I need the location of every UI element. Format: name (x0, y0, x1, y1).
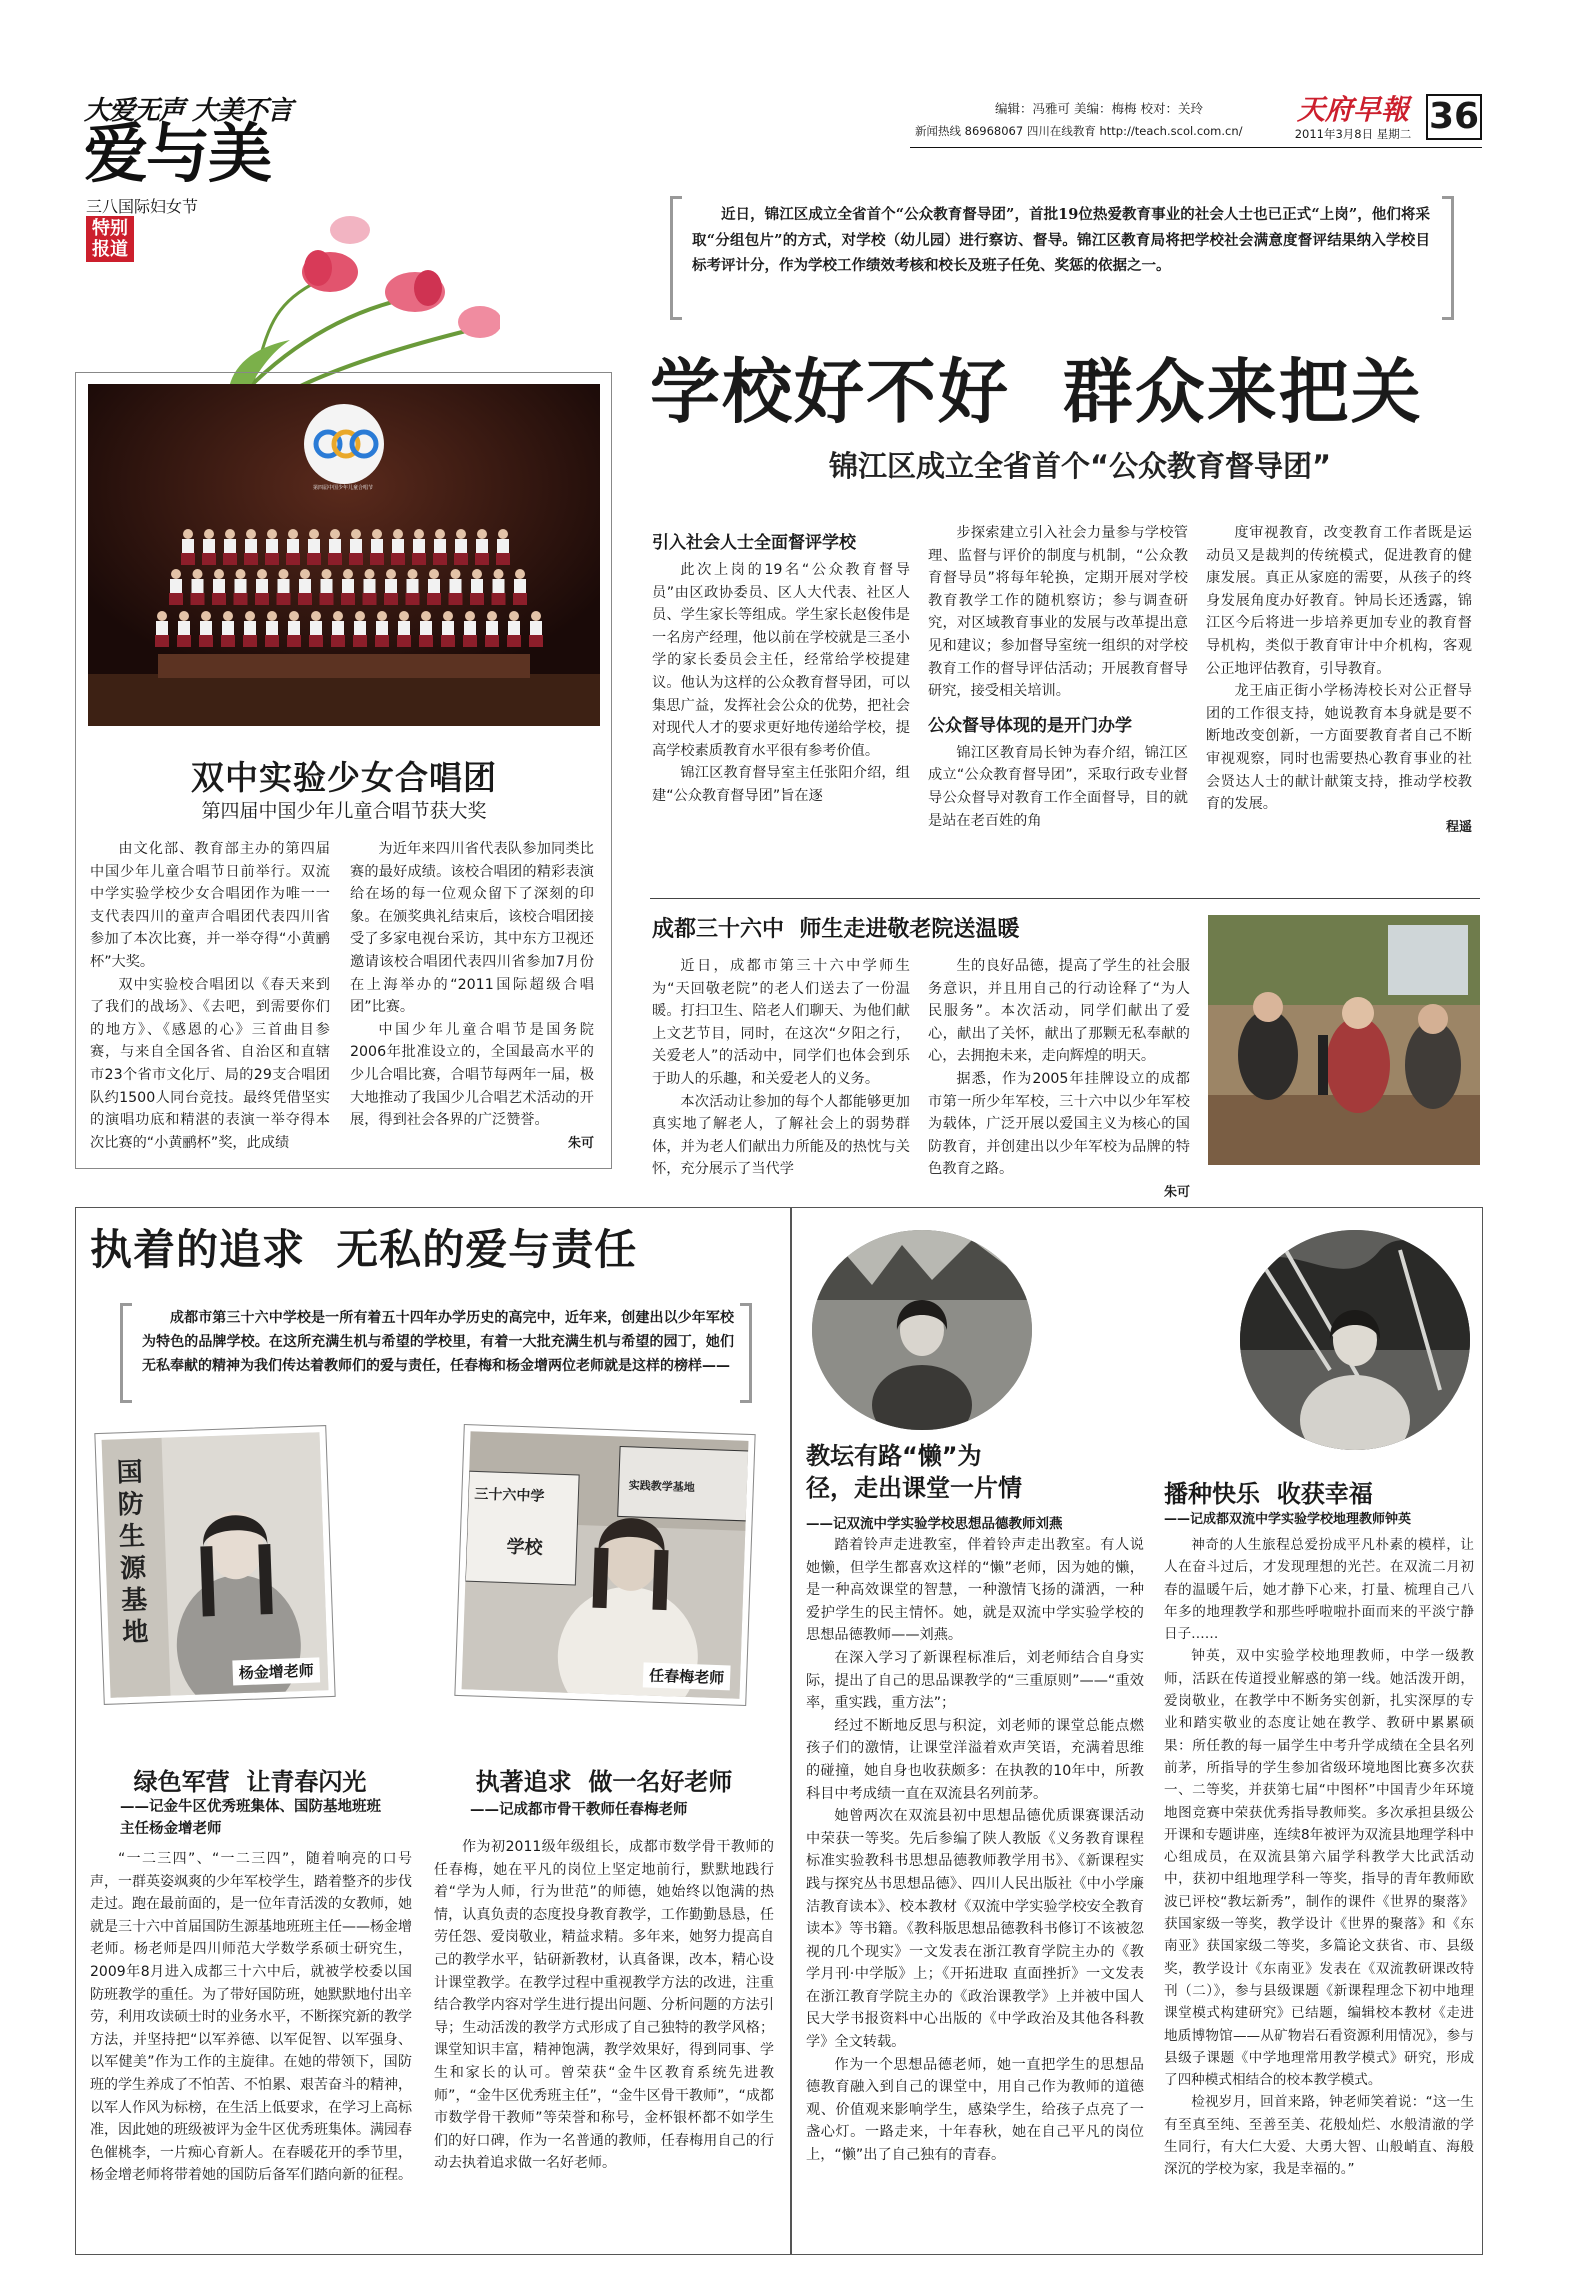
ren-photo-sign-1: 三十六中学 (474, 1486, 545, 1505)
singer (375, 611, 389, 647)
issue-date: 2011年3月8日 星期二 (1294, 127, 1412, 141)
main-byline: 程遥 (1445, 819, 1472, 835)
singer (406, 569, 420, 605)
choir-col2-p2: 中国少年儿童合唱节是国务院2006年批准设立的，全国最高水平的少儿合唱比赛，合唱节每两年一届，极大地推动了我国少儿合唱艺术活动的开展，得到社会各界的广泛赞誉。 (350, 1021, 594, 1129)
zhong-p2: 钟英，双中实验学校地理教师，中学一级教师，活跃在传道授业解惑的第一线。她活泼开朗，爱岗敬业，在教学中不断务实创新，扎实深厚的专业和踏实敬业的态度让她在教学、教研中累累硕果：所任教的每一届学生中考升学成绩在全县名列前茅，所指导的学生参加省级环境地图比赛多次获一、二等奖，并获第七届“中图杯”中国青少年环境地图竞赛中荣获优秀指导教师奖。多次承担县级公开课和专题讲座，连续8年被评为双流县地理学科中心组成员，在双流县第六届学科教学大比武活动中，获初中组地理学科一等奖，指导的青年教师欧波已评校“教坛新秀”，制作的课件《世界的聚落》获国家级一等奖，教学设计《世界的聚落》和《东南亚》获国家级二等奖，多篇论文获省、市、县级奖，教学设计《东南亚》发表在《双流教研课改特刊（二）》，参与县级课题《新课程理念下初中地理课堂模式构建研究》已结题，编辑校本教材《走进地质博物馆——从矿物岩石看资源利用情况》，参与县级子课题《中学地理常用教学模式》研究，形成了四种模式相结合的校本教学模式。 (1164, 1648, 1474, 2089)
singer (328, 529, 342, 565)
elderly-col1-p1: 近日，成都市第三十六中学师生为“天回敬老院”的老人们送去了一份温暖。打扫卫生、陪老人们聊天、为他们献上文艺节目，同时，在这次“夕阳之行，关爱老人”的活动中，同学们也体会到乐于助人的乐趣，和关爱老人的义务。 (652, 958, 910, 1087)
editors-line: 编辑：冯雅可 美编：梅梅 校对：关玲 (995, 101, 1203, 116)
elderly-column-2 (928, 955, 1190, 1200)
singer (529, 611, 543, 647)
main-col3-p1: 度审视教育，改变教育工作者既是运动员又是裁判的传统模式，促进教育的健康发展。真正从家庭的需要，从孩子的终身发展角度办好教育。钟局长还透露，锦江区今后将进一步培养更加专业的教育督导机构，类似于教育审计中介机构，客观公正地评估教育，引导教育。 (1206, 525, 1472, 677)
zhong-photo (1240, 1230, 1470, 1450)
choir-col1-p2: 双中实验校合唱团以《春天来到了我们的战场》、《去吧，到需要你们的地方》、《感恩的心》三首曲目参赛，与来自全国各省、自治区和直辖市23个省市文化厅、局的29支合唱团队约1500人同台竞技。最终凭借坚实的演唱功底和精湛的表演一举夺得本次比赛的“小黄鹂杯”奖，此成绩 (90, 976, 330, 1151)
singer (286, 529, 300, 565)
main-col1-p2: 锦江区教育督导室主任张阳介绍，组建“公众教育督导团”旨在逐 (652, 765, 910, 804)
choir-subheadline: 第四届中国少年儿童合唱节获大奖 (201, 800, 487, 822)
tag-line-2: 报道 (92, 239, 128, 260)
singer (307, 529, 321, 565)
yang-body: “一二三四”、“一二三四”，随着响亮的口号声，一群英姿飒爽的少年军校学生，踏着整齐的步伐走过。跑在最前面的，是一位年青活泼的女教师，她就是三十六中首届国防生源基地班班主任——杨金增老师。杨老师是四川师范大学数学系硕士研究生，2009年8月进入成都三十六中后，就被学校委以国防班教学的重任。为了带好国防班，她默默地付出辛劳，利用攻读硕士时的业务水平，不断探究新的教学方法，并坚持把“以军养德、以军促智、以军强身、以军健美”作为工作的主旋律。在她的带领下，国防班的学生养成了不怕苦、不怕累、艰苦奋斗的精神，以军人作风为标榜，在生活上低要求，在学习上高标准，因此她的班级被评为金牛区优秀班集体。满园春色催桃李，一片痴心育新人。在春暖花开的季节里，杨金增老师将带着她的国防后备军们踏向新的征程。 (90, 1851, 412, 2184)
yang-title: 绿色军营 让青春闪光 (133, 1768, 367, 1796)
singer (441, 611, 455, 647)
zhong-p3: 检视岁月，回首来路，钟老师笑着说：“这一生有至真至纯、至善至美、花般灿烂、水般清澈的学生同行，有大仁大爱、大勇大智、山般峭直、海般深沉的学校为家，我是幸福的。” (1164, 2094, 1474, 2178)
main-subheadline: 锦江区成立全省首个“公众教育督导团” (828, 449, 1332, 483)
choir-photo (88, 384, 600, 726)
special-report-tag (86, 216, 134, 262)
header-info (915, 98, 1275, 142)
singer (470, 569, 484, 605)
singer (397, 611, 411, 647)
singer (412, 529, 426, 565)
lead-bracket-right (1442, 196, 1454, 320)
singer (244, 529, 258, 565)
zhong-body (1164, 1534, 1474, 2181)
yang-photo-sign: 国防生源基地 (116, 1457, 149, 1649)
ren-photo-sign-3: 学校 (506, 1536, 543, 1559)
elderly-col2-p2: 据悉，作为2005年挂牌设立的成都市第一所少年军校，三十六中以少年军校为载体，广泛开展以爱国主义为核心的国防教育，并创建出以少年军校为品牌的特色教育之路。 (928, 1070, 1190, 1178)
singer (155, 611, 169, 647)
main-headline: 学校好不好 群众来把关 (650, 351, 1423, 433)
tag-line-1: 特别 (92, 218, 128, 239)
header-rule (910, 147, 1482, 148)
singer (199, 611, 213, 647)
singer (169, 569, 183, 605)
singer (320, 569, 334, 605)
yang-photo-caption: 杨金增老师 (232, 1657, 320, 1685)
main-col2-p1: 步探索建立引入社会力量参与学校管理、监督与评价的制度与机制，“公众教育督导员”将每年轮换，定期开展对学校教育教学工作的随机察访；参与调查研究，对区域教育事业的发展与改革提出意见和建议；参加督导室统一组织的对学校教育工作的督导评估活动；开展教育督导研究，接受相关培训。 (928, 525, 1188, 700)
main-section1-title: 引入社会人士全面督评学校 (652, 533, 856, 553)
elderly-column-1 (652, 955, 910, 1181)
hotline-line: 新闻热线 86968067 四川在线教育 http://teach.scol.com.cn/ (915, 124, 1243, 138)
main-col2-p2: 锦江区教育局长钟为春介绍，锦江区成立“公众教育督导团”，采取行政专业督导公众督导对教育工作全面督导，目的就是站在老百姓的角 (928, 744, 1188, 829)
choir-col1-p1: 由文化部、教育部主办的第四届中国少年儿童合唱节日前举行。双流中学实验学校少女合唱团作为唯一一支代表四川的童声合唱团代表四川省参加了本次比赛，并一举夺得“小黄鹂杯”大奖。 (90, 841, 330, 970)
paper-name: 天府早報 (1296, 93, 1409, 126)
liu-p4: 她曾两次在双流县初中思想品德优质课赛课活动中荣获一等奖。先后参编了陕人教版《义务教育课程标准实验教科书思想品德教师教学用书》、《新课程实践与探究丛书思想品德》、四川人民出版社《中小学廉洁教育读本》、校本教材《双流中学实验学校安全教育读本》等书籍。《教科版思想品德教科书修订不该被忽视的几个现实》一文发表在浙江教育学院主办的《教学月刊·中学版》上；《开拓进取 直面挫折》一文发表在浙江教育学院主办的《政治课教学》上并被中国人民大学书报资料中心出版的《中学政治及其他各科教学》全文转载。 (806, 1808, 1144, 2051)
singer (287, 611, 301, 647)
singer (177, 611, 191, 647)
ren-photo (455, 1425, 754, 1705)
singer (243, 611, 257, 647)
singer (202, 529, 216, 565)
zhong-title: 播种快乐 收获幸福 (1164, 1480, 1373, 1508)
ren-title: 执著追求 做一名好老师 (475, 1768, 733, 1796)
singer (298, 569, 312, 605)
elderly-photo (1208, 915, 1480, 1165)
yang-photo (95, 1426, 334, 1704)
singer (419, 611, 433, 647)
singer (492, 569, 506, 605)
singer (331, 611, 345, 647)
section-title: 爱与美 (84, 118, 270, 192)
singer (513, 569, 527, 605)
choir-singers (88, 384, 600, 726)
singer (255, 569, 269, 605)
singer (384, 569, 398, 605)
liu-body (806, 1534, 1144, 2167)
singer (433, 529, 447, 565)
paper-logo (1288, 94, 1418, 142)
main-col1-p1: 此次上岗的19名“公众教育督导员”由区政协委员、区人大代表、社区人员、学生家长等组成。学生家长赵俊伟是一名房产经理，他以前在学校就是三圣小学的家长委员会主任，经常给学校提建议。他认为这样的公众教育督导团，可以集思广益，发挥社会公众的优势，把社会对现代人才的要求更好地传递给学校，提高学校素质教育水平很有参考价值。 (652, 562, 910, 759)
choir-headline: 双中实验少女合唱团 (191, 758, 497, 797)
mid-rule (650, 898, 1480, 899)
choir-column-2 (350, 838, 594, 1151)
liu-p5: 作为一个思想品德老师，她一直把学生的思想品德教育融入到自己的课堂中，用自己作为教师的道德观、价值观来影响学生，感染学生，给孩子点亮了一盏心灯。一路走来，十年春秋，她在自己平凡的岗位上，“懒”出了自己独有的青春。 (806, 2056, 1144, 2164)
liu-photo (812, 1230, 1032, 1430)
singer (475, 529, 489, 565)
singer (485, 611, 499, 647)
singer (223, 529, 237, 565)
masthead (80, 90, 410, 390)
singer (363, 569, 377, 605)
elderly-headline: 成都三十六中 师生走进敬老院送温暖 (652, 917, 1020, 942)
intro-bracket-left (120, 1303, 132, 1403)
singer (181, 529, 195, 565)
ren-subtitle: ——记成都市骨干教师任春梅老师 (470, 1802, 688, 1818)
ren-body: 作为初2011级年级组长，成都市数学骨干教师的任春梅，她在平凡的岗位上坚定地前行，默默地践行着“学为人师，行为世范”的师德，她始终以饱满的热情，认真负责的态度投身教育教学，工作勤勤恳恳，任劳任怨、爱岗敬业，精益求精。多年来，她努力提高自己的教学水平，钻研新教材，认真备课，改本，精心设计课堂教学。在教学过程中重视教学方法的改进，注重结合教学内容对学生进行提出问题、分析问题的方法引导；生动活泼的教学方式形成了自己独特的教学风格；课堂知识丰富，精神饱满，教学效果好，得到同事、学生和家长的认可。曾荣获“金牛区教育系统先进教师”，“金牛区优秀班主任”，“金牛区骨干教师”，“成都市数学骨干教师”等荣誉和称号，金杯银杯都不如学生们的好口碑，作为一名普通的教师，任春梅用自己的行动去执着追求做一名好老师。 (434, 1839, 774, 2172)
singer (454, 529, 468, 565)
teachers-headline: 执着的追求 无私的爱与责任 (90, 1225, 638, 1274)
singer (449, 569, 463, 605)
elderly-col1-p2: 本次活动让参加的每个人都能够更加真实地了解老人，了解社会上的弱势群体，并为老人们献出力所能及的热忱与关怀，充分展示了当代学 (652, 1093, 910, 1178)
zhong-portrait (1240, 1230, 1470, 1450)
stage-sign: 第四届中国少年儿童合唱节 (312, 485, 373, 491)
liu-portrait (812, 1230, 1032, 1430)
singer (212, 569, 226, 605)
singer (191, 569, 205, 605)
liu-p1: 踏着铃声走进教室，伴着铃声走出教室。有人说她懒，但学生都喜欢这样的“懒”老师，因为她的懒，是一种高效课堂的智慧，一种激情飞扬的潇洒，一种爱护学生的民主情怀。她，就是双流中学实验学校的思想品德教师——刘燕。 (806, 1537, 1144, 1644)
main-section2-title: 公众督导体现的是开门办学 (928, 715, 1132, 736)
singer (277, 569, 291, 605)
singer (234, 569, 248, 605)
singer (463, 611, 477, 647)
ren-photo-sign-2: 实践教学基地 (628, 1478, 695, 1495)
main-col3-p2: 龙王庙正街小学杨涛校长对公正督导团的工作很支持，她说教育本身就是要不断地改变创新，一方面要教育者自己不断审视观察，同时也需要热心教育事业的社会贤达人士的献计献策支持，推动学校教育的发展。 (1206, 683, 1472, 813)
lead-bracket-left (670, 196, 682, 320)
ren-photo-caption: 任春梅老师 (643, 1662, 731, 1690)
page-number: 36 (1426, 94, 1482, 140)
singer (265, 611, 279, 647)
singer (309, 611, 323, 647)
singer (349, 529, 363, 565)
intro-bracket-right (740, 1303, 752, 1403)
slogan: 大爱无声 大美不言 (84, 96, 293, 126)
singer (391, 529, 405, 565)
teachers-intro: 成都市第三十六中学校是一所有着五十四年办学历史的高完中，近年来，创建出以少年军校为特色的品牌学校。在这所充满生机与希望的学校里，有着一大批充满生机与希望的园丁，她们无私奉献的精神为我们传达着教师们的爱与责任，任春梅和杨金增两位老师就是这样的榜样—— (142, 1310, 734, 1374)
lead-paragraph: 近日，锦江区成立全省首个“公众教育督导团”，首批19位热爱教育事业的社会人士也已正式“上岗”，他们将采取“分组包片”的方式，对学校（幼儿园）进行察访、督导。锦江区教育局将把学校社会满意度督评结果纳入学校目标考评计分，作为学校工作绩效考核和校长及班子任免、奖惩的依据之一。 (692, 206, 1430, 274)
main-column-3 (1206, 522, 1472, 835)
singer (341, 569, 355, 605)
elderly-home-image (1208, 915, 1480, 1165)
elderly-byline: 朱可 (1163, 1184, 1190, 1200)
singer (427, 569, 441, 605)
zhong-p1: 神奇的人生旅程总爱扮成平凡朴素的模样，让人在奋斗过后，才发现理想的光芒。在双流二月初春的温暖午后，她才静下心来，打量、梳理自己八年多的地理教学和那些呼啦啦扑面而来的平淡宁静日子…… (1164, 1537, 1474, 1643)
liu-p3: 经过不断地反思与积淀，刘老师的课堂总能点燃孩子们的激情，让课堂洋溢着欢声笑语，充满着思维的碰撞，她自身也收获颇多：在执教的10年中，所教科目中考成绩一直在双流县名列前茅。 (806, 1717, 1144, 1802)
singer (496, 529, 510, 565)
singer (265, 529, 279, 565)
liu-title: 教坛有路“懒”为径，走出课堂一片情 (806, 1442, 1022, 1502)
singer (221, 611, 235, 647)
liu-subtitle: ——记双流中学实验学校思想品德教师刘燕 (806, 1516, 1063, 1532)
main-column-2 (928, 522, 1188, 832)
choir-column-1 (90, 838, 330, 1154)
liu-p2: 在深入学习了新课程标准后，刘老师结合自身实际，提出了自己的思品课教学的“三重原则”——“重效率，重实践，重方法”； (806, 1649, 1144, 1712)
singer (370, 529, 384, 565)
yang-subtitle: ——记金牛区优秀班集体、国防基地班班主任杨金增老师 (120, 1799, 381, 1837)
main-column-1 (652, 528, 910, 808)
zhong-subtitle: ——记成都双流中学实验学校地理教师钟英 (1164, 1512, 1412, 1527)
choir-byline: 朱可 (567, 1135, 594, 1151)
choir-col2-p1: 为近年来四川省代表队参加同类比赛的最好成绩。该校合唱团的精彩表演给在场的每一位观众留下了深刻的印象。在颁奖典礼结束后，该校合唱团接受了多家电视台采访，其中东方卫视还邀请该校合唱团代表四川省参加7月份在上海举办的“2011国际超级合唱团”比赛。 (350, 841, 594, 1016)
singer (353, 611, 367, 647)
section-subtitle: 三八国际妇女节 (86, 197, 199, 216)
elderly-col2-p1: 生的良好品德，提高了学生的社会服务意识，并且用自己的行动诠释了“为人民服务”。本次活动，同学们献出了爱心，献出了关怀，献出了那颗无私奉献的心，去拥抱未来，走向辉煌的明天。 (928, 958, 1190, 1065)
singer (507, 611, 521, 647)
